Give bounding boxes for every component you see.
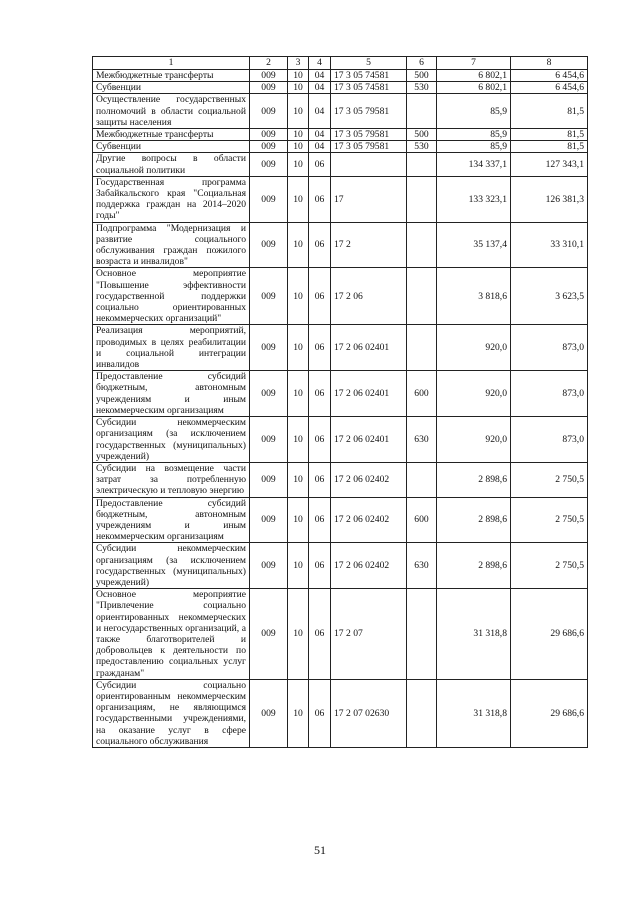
subsection-cell: 06 <box>309 679 331 747</box>
budget-table <box>92 56 588 748</box>
subsection-cell: 04 <box>309 141 331 153</box>
target-article-cell: 17 3 05 79581 <box>331 141 407 153</box>
expense-type-cell: 500 <box>407 70 437 82</box>
expense-type-cell <box>407 94 437 129</box>
amount-col7-cell: 920,0 <box>437 371 511 417</box>
item-name-cell: Субсидии некоммерческим организациям (за исключением государственных (муниципальных) учреждений) <box>93 543 250 589</box>
expense-type-cell: 530 <box>407 82 437 94</box>
amount-col8-cell: 126 381,3 <box>511 176 588 222</box>
target-article-cell: 17 2 06 02401 <box>331 371 407 417</box>
header-cell: 2 <box>250 57 288 70</box>
section-cell: 10 <box>288 222 309 268</box>
amount-col8-cell: 2 750,5 <box>511 462 588 497</box>
target-article-cell: 17 2 06 02402 <box>331 543 407 589</box>
subsection-cell: 06 <box>309 417 331 463</box>
section-cell: 10 <box>288 325 309 371</box>
table-row <box>93 94 588 129</box>
item-name-cell: Предоставление субсидий бюджетным, автономным учреждениям и иным некоммерческим организациям <box>93 371 250 417</box>
amount-col7-cell: 2 898,6 <box>437 497 511 543</box>
item-name-cell: Межбюджетные трансферты <box>93 129 250 141</box>
header-cell: 6 <box>407 57 437 70</box>
subsection-cell: 06 <box>309 325 331 371</box>
table-row <box>93 129 588 141</box>
target-article-cell: 17 2 <box>331 222 407 268</box>
section-cell: 10 <box>288 70 309 82</box>
ministry-code-cell: 009 <box>250 129 288 141</box>
amount-col8-cell: 81,5 <box>511 141 588 153</box>
header-row <box>93 57 588 70</box>
item-name-cell: Субвенции <box>93 82 250 94</box>
target-article-cell: 17 <box>331 176 407 222</box>
amount-col8-cell: 81,5 <box>511 94 588 129</box>
subsection-cell: 06 <box>309 371 331 417</box>
amount-col8-cell: 2 750,5 <box>511 497 588 543</box>
header-cell: 7 <box>437 57 511 70</box>
table-row <box>93 371 588 417</box>
section-cell: 10 <box>288 94 309 129</box>
amount-col8-cell: 29 686,6 <box>511 679 588 747</box>
amount-col7-cell: 133 323,1 <box>437 176 511 222</box>
item-name-cell: Субсидии некоммерческим организациям (за исключением государственных (муниципальных) учреждений) <box>93 417 250 463</box>
subsection-cell: 06 <box>309 497 331 543</box>
amount-col8-cell: 29 686,6 <box>511 589 588 680</box>
subsection-cell: 04 <box>309 94 331 129</box>
item-name-cell: Субвенции <box>93 141 250 153</box>
amount-col8-cell: 873,0 <box>511 325 588 371</box>
section-cell: 10 <box>288 268 309 325</box>
table-row <box>93 141 588 153</box>
table-row <box>93 268 588 325</box>
ministry-code-cell: 009 <box>250 176 288 222</box>
table-row <box>93 153 588 176</box>
item-name-cell: Государственная программа Забайкальского края "Социальная поддержка граждан на 2014–2020 годы" <box>93 176 250 222</box>
item-name-cell: Предоставление субсидий бюджетным, автономным учреждениям и иным некоммерческим организациям <box>93 497 250 543</box>
subsection-cell: 06 <box>309 222 331 268</box>
page-number: 51 <box>314 843 326 857</box>
amount-col7-cell: 134 337,1 <box>437 153 511 176</box>
table-row <box>93 82 588 94</box>
amount-col7-cell: 6 802,1 <box>437 70 511 82</box>
expense-type-cell <box>407 268 437 325</box>
amount-col7-cell: 31 318,8 <box>437 589 511 680</box>
amount-col8-cell: 6 454,6 <box>511 82 588 94</box>
subsection-cell: 06 <box>309 589 331 680</box>
ministry-code-cell: 009 <box>250 543 288 589</box>
target-article-cell: 17 3 05 74581 <box>331 70 407 82</box>
header-cell: 8 <box>511 57 588 70</box>
target-article-cell: 17 3 05 79581 <box>331 94 407 129</box>
section-cell: 10 <box>288 417 309 463</box>
expense-type-cell <box>407 679 437 747</box>
amount-col7-cell: 6 802,1 <box>437 82 511 94</box>
expense-type-cell: 500 <box>407 129 437 141</box>
table-row <box>93 70 588 82</box>
target-article-cell <box>331 153 407 176</box>
amount-col7-cell: 31 318,8 <box>437 679 511 747</box>
subsection-cell: 06 <box>309 462 331 497</box>
target-article-cell: 17 2 06 02401 <box>331 417 407 463</box>
ministry-code-cell: 009 <box>250 325 288 371</box>
amount-col8-cell: 873,0 <box>511 417 588 463</box>
expense-type-cell <box>407 222 437 268</box>
target-article-cell: 17 3 05 79581 <box>331 129 407 141</box>
ministry-code-cell: 009 <box>250 94 288 129</box>
amount-col7-cell: 35 137,4 <box>437 222 511 268</box>
amount-col8-cell: 6 454,6 <box>511 70 588 82</box>
ministry-code-cell: 009 <box>250 268 288 325</box>
subsection-cell: 06 <box>309 153 331 176</box>
amount-col8-cell: 873,0 <box>511 371 588 417</box>
section-cell: 10 <box>288 589 309 680</box>
expense-type-cell <box>407 176 437 222</box>
section-cell: 10 <box>288 153 309 176</box>
expense-type-cell: 630 <box>407 543 437 589</box>
table-body <box>93 70 588 748</box>
amount-col8-cell: 81,5 <box>511 129 588 141</box>
item-name-cell: Основное мероприятие "Привлечение социально ориентированных некоммерческих и негосударственных организаций, а также благотворителей и добровольцев к деятельности по предоставлению социальных услуг гражданам" <box>93 589 250 680</box>
section-cell: 10 <box>288 82 309 94</box>
ministry-code-cell: 009 <box>250 371 288 417</box>
item-name-cell: Субсидии социально ориентированным некоммерческим организациям, не являющимся государственными учреждениями, на оказание услуг в сфере социального обслуживания <box>93 679 250 747</box>
header-cell: 1 <box>93 57 250 70</box>
subsection-cell: 06 <box>309 543 331 589</box>
expense-type-cell <box>407 589 437 680</box>
amount-col7-cell: 85,9 <box>437 129 511 141</box>
amount-col7-cell: 2 898,6 <box>437 462 511 497</box>
amount-col7-cell: 920,0 <box>437 325 511 371</box>
target-article-cell: 17 2 06 02402 <box>331 497 407 543</box>
target-article-cell: 17 3 05 74581 <box>331 82 407 94</box>
amount-col7-cell: 85,9 <box>437 94 511 129</box>
amount-col8-cell: 127 343,1 <box>511 153 588 176</box>
section-cell: 10 <box>288 176 309 222</box>
section-cell: 10 <box>288 543 309 589</box>
table-row <box>93 589 588 680</box>
amount-col7-cell: 920,0 <box>437 417 511 463</box>
amount-col7-cell: 3 818,6 <box>437 268 511 325</box>
subsection-cell: 04 <box>309 82 331 94</box>
table-row <box>93 417 588 463</box>
target-article-cell: 17 2 07 <box>331 589 407 680</box>
ministry-code-cell: 009 <box>250 589 288 680</box>
header-cell: 4 <box>309 57 331 70</box>
target-article-cell: 17 2 06 02401 <box>331 325 407 371</box>
expense-type-cell: 600 <box>407 371 437 417</box>
amount-col7-cell: 85,9 <box>437 141 511 153</box>
section-cell: 10 <box>288 497 309 543</box>
item-name-cell: Другие вопросы в области социальной политики <box>93 153 250 176</box>
ministry-code-cell: 009 <box>250 497 288 543</box>
expense-type-cell: 630 <box>407 417 437 463</box>
subsection-cell: 04 <box>309 70 331 82</box>
ministry-code-cell: 009 <box>250 462 288 497</box>
item-name-cell: Подпрограмма "Модернизация и развитие социального обслуживания граждан пожилого возраста и инвалидов" <box>93 222 250 268</box>
expense-type-cell: 600 <box>407 497 437 543</box>
item-name-cell: Основное мероприятие "Повышение эффективности государственной поддержки социально ориентированных некоммерческих организаций" <box>93 268 250 325</box>
ministry-code-cell: 009 <box>250 417 288 463</box>
amount-col7-cell: 2 898,6 <box>437 543 511 589</box>
section-cell: 10 <box>288 371 309 417</box>
section-cell: 10 <box>288 462 309 497</box>
expense-type-cell <box>407 153 437 176</box>
expense-type-cell <box>407 462 437 497</box>
target-article-cell: 17 2 06 <box>331 268 407 325</box>
table-row <box>93 176 588 222</box>
table-row <box>93 543 588 589</box>
section-cell: 10 <box>288 679 309 747</box>
header-cell: 5 <box>331 57 407 70</box>
item-name-cell: Осуществление государственных полномочий в области социальной защиты населения <box>93 94 250 129</box>
table-row <box>93 497 588 543</box>
ministry-code-cell: 009 <box>250 70 288 82</box>
table-row <box>93 462 588 497</box>
ministry-code-cell: 009 <box>250 141 288 153</box>
table-row <box>93 325 588 371</box>
item-name-cell: Субсидии на возмещение части затрат за потребленную электрическую и тепловую энергию <box>93 462 250 497</box>
expense-type-cell: 530 <box>407 141 437 153</box>
item-name-cell: Межбюджетные трансферты <box>93 70 250 82</box>
target-article-cell: 17 2 06 02402 <box>331 462 407 497</box>
section-cell: 10 <box>288 141 309 153</box>
table-row <box>93 222 588 268</box>
ministry-code-cell: 009 <box>250 222 288 268</box>
subsection-cell: 06 <box>309 176 331 222</box>
item-name-cell: Реализация мероприятий, проводимых в целях реабилитации и социальной интеграции инвалидов <box>93 325 250 371</box>
amount-col8-cell: 2 750,5 <box>511 543 588 589</box>
amount-col8-cell: 3 623,5 <box>511 268 588 325</box>
ministry-code-cell: 009 <box>250 153 288 176</box>
subsection-cell: 06 <box>309 268 331 325</box>
section-cell: 10 <box>288 129 309 141</box>
amount-col8-cell: 33 310,1 <box>511 222 588 268</box>
ministry-code-cell: 009 <box>250 679 288 747</box>
header-cell: 3 <box>288 57 309 70</box>
expense-type-cell <box>407 325 437 371</box>
subsection-cell: 04 <box>309 129 331 141</box>
target-article-cell: 17 2 07 02630 <box>331 679 407 747</box>
ministry-code-cell: 009 <box>250 82 288 94</box>
table-row <box>93 679 588 747</box>
